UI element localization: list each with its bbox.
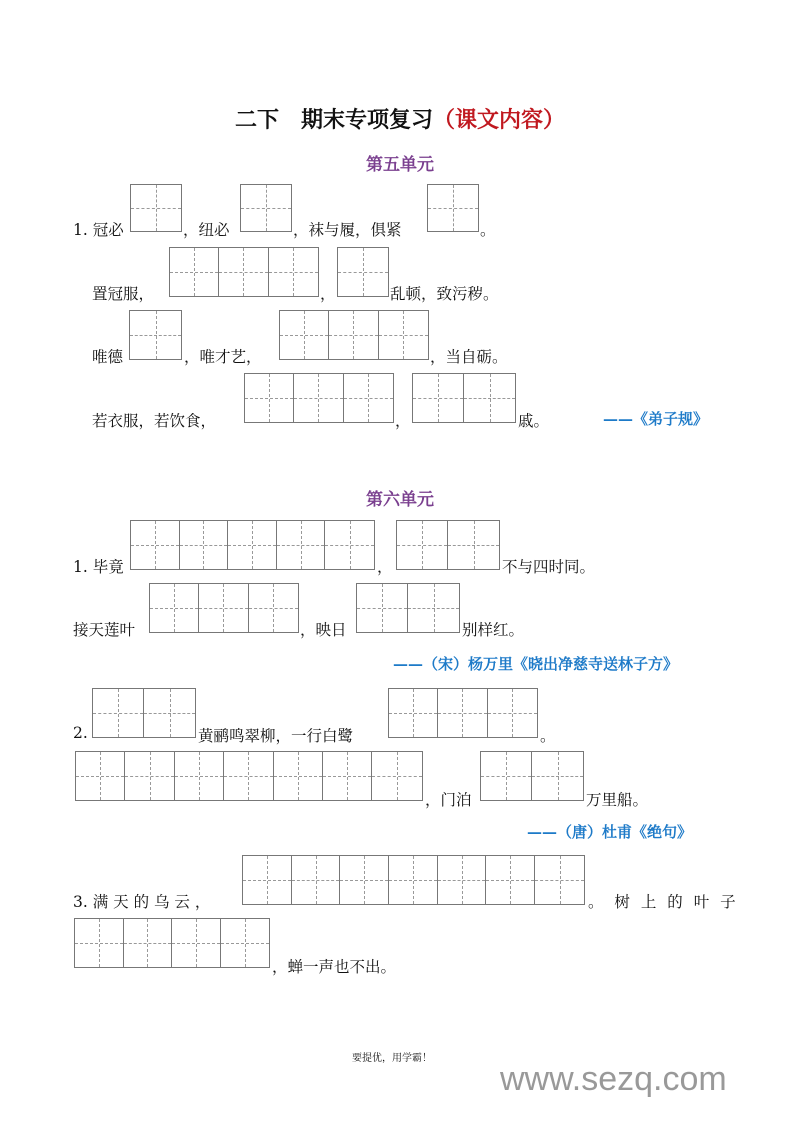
answer-grid[interactable] [169, 247, 319, 297]
text: 置冠服， [92, 285, 155, 303]
text: 。 [480, 221, 496, 239]
text: 若衣服，若饮食， [92, 412, 217, 430]
text: ，映日 [300, 621, 347, 639]
text: 1. 冠必 [73, 221, 124, 239]
answer-grid[interactable] [242, 855, 585, 905]
text: ，当自砺。 [430, 348, 508, 366]
answer-grid[interactable] [279, 310, 429, 360]
answer-grid[interactable] [130, 184, 182, 232]
answer-grid[interactable] [75, 751, 423, 801]
answer-grid[interactable] [396, 520, 500, 570]
text: ，纽必 [183, 221, 230, 239]
text: ， [377, 558, 393, 576]
text: 戚。 [518, 412, 550, 430]
text: ， [320, 285, 336, 303]
answer-grid[interactable] [244, 373, 394, 423]
text: 1. 毕竟 [73, 558, 124, 576]
answer-grid[interactable] [480, 751, 584, 801]
text: 唯德 [92, 348, 124, 366]
text: 万里船。 [586, 791, 649, 809]
text: 别样红。 [462, 621, 525, 639]
answer-grid[interactable] [356, 583, 460, 633]
text: ，唯才艺， [184, 348, 262, 366]
text: 不与四时同。 [502, 558, 596, 576]
attribution: ——《弟子规》 [603, 410, 709, 428]
text: 3. 满 天 的 乌 云 ， [73, 893, 211, 911]
answer-grid[interactable] [92, 688, 196, 738]
text: 。 树 上 的 叶 子 [588, 893, 739, 911]
answer-grid[interactable] [130, 520, 375, 570]
text: 黄鹂鸣翠柳，一行白鹭 [198, 727, 354, 745]
unit5-heading: 第五单元 [366, 155, 434, 175]
unit6-heading: 第六单元 [366, 490, 434, 510]
text: ，蝉一声也不出。 [272, 958, 397, 976]
answer-grid[interactable] [427, 184, 479, 232]
attribution: ——（宋）杨万里《晓出净慈寺送林子方》 [393, 655, 679, 673]
footer-slogan: 要提优，用学霸！ [352, 1053, 432, 1064]
watermark: www.sezq.com [500, 1060, 727, 1098]
attribution: ——（唐）杜甫《绝句》 [527, 823, 693, 841]
text: 2. [73, 724, 88, 742]
answer-grid[interactable] [388, 688, 538, 738]
answer-grid[interactable] [337, 247, 389, 297]
answer-grid[interactable] [129, 310, 182, 360]
text: ，袜与履，俱紧 [293, 221, 402, 239]
text: 乱顿，致污秽。 [390, 285, 499, 303]
answer-grid[interactable] [149, 583, 299, 633]
text: ， [395, 412, 411, 430]
answer-grid[interactable] [74, 918, 270, 968]
answer-grid[interactable] [412, 373, 516, 423]
text: ，门泊 [425, 791, 472, 809]
text: 接天莲叶 [73, 621, 136, 639]
page-title: 二下 期末专项复习（课文内容） [234, 108, 566, 133]
text: 。 [540, 727, 556, 745]
answer-grid[interactable] [240, 184, 292, 232]
